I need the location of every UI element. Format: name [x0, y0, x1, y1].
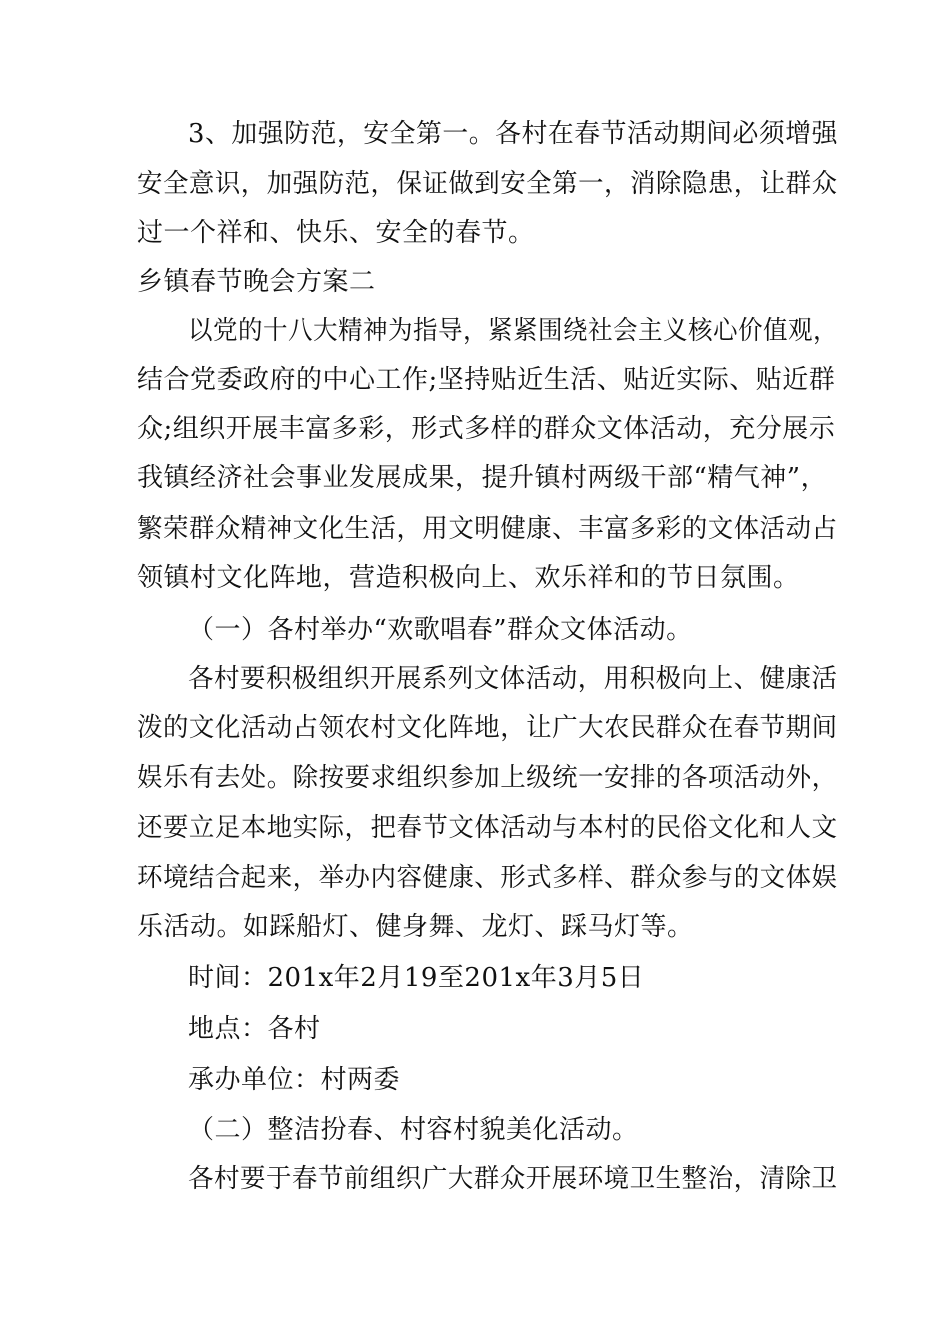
- organizer-line: 承办单位：村两委: [188, 1065, 401, 1095]
- paragraph-line: 泼的文化活动占领农村文化阵地，让广大农民群众在春节期间: [137, 713, 838, 743]
- paragraph-line: 乐活动。如踩船灯、健身舞、龙灯、踩马灯等。: [137, 912, 694, 942]
- paragraph-line: 各村要积极组织开展系列文体活动，用积极向上、健康活: [188, 664, 838, 694]
- paragraph-line: 各村要于春节前组织广大群众开展环境卫生整治，清除卫: [188, 1164, 838, 1194]
- paragraph-line: 众;组织开展丰富多彩，形式多样的群众文体活动，充分展示: [137, 414, 836, 444]
- paragraph-line: 以党的十八大精神为指导，紧紧围绕社会主义核心价值观，: [188, 316, 839, 346]
- subsection-heading: （二）整洁扮春、村容村貌美化活动。: [188, 1115, 639, 1145]
- time-line: 时间：201x年2月19至201x年3月5日: [188, 963, 645, 993]
- location-line: 地点：各村: [188, 1014, 321, 1044]
- paragraph-line: 3、加强防范，安全第一。各村在春节活动期间必须增强: [188, 119, 839, 149]
- paragraph-line: 安全意识，加强防范，保证做到安全第一，消除隐患，让群众: [137, 169, 838, 199]
- paragraph-line: 还要立足本地实际，把春节文体活动与本村的民俗文化和人文: [137, 813, 838, 843]
- paragraph-line: 娱乐有去处。除按要求组织参加上级统一安排的各项活动外，: [137, 763, 838, 793]
- section-heading: 乡镇春节晚会方案二: [137, 267, 376, 297]
- subsection-heading: （一）各村举办“欢歌唱春”群众文体活动。: [188, 615, 693, 645]
- paragraph-line: 环境结合起来，举办内容健康、形式多样、群众参与的文体娱: [137, 863, 838, 893]
- paragraph-line: 结合党委政府的中心工作;坚持贴近生活、贴近实际、贴近群: [137, 365, 836, 395]
- paragraph-line: 过一个祥和、快乐、安全的春节。: [137, 218, 535, 248]
- paragraph-line: 领镇村文化阵地，营造积极向上、欢乐祥和的节日氛围。: [137, 563, 800, 593]
- paragraph-line: 繁荣群众精神文化生活，用文明健康、丰富多彩的文体活动占: [137, 514, 838, 544]
- paragraph-line: 我镇经济社会事业发展成果，提升镇村两级干部“精气神”，: [137, 463, 828, 493]
